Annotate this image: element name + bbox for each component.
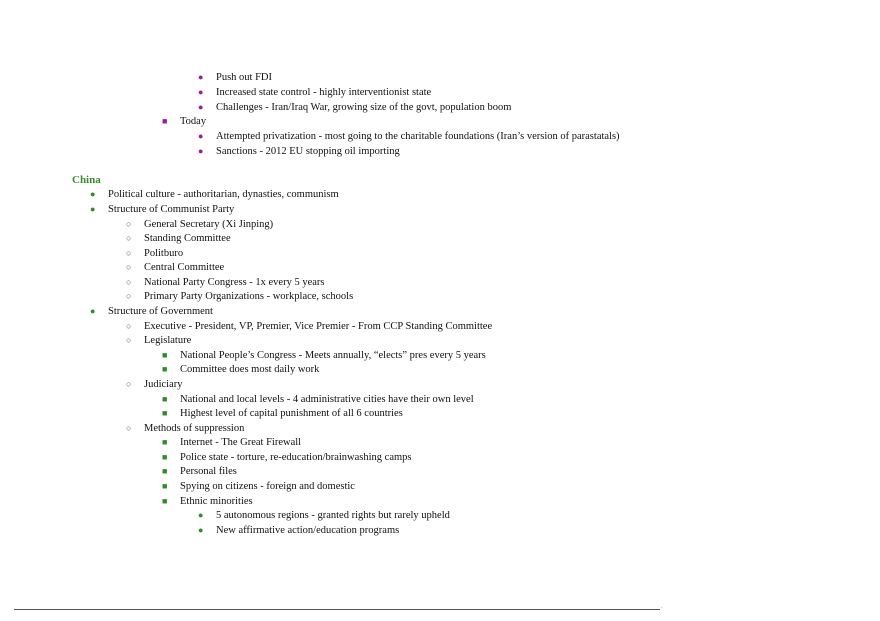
footer-dot: . [661, 604, 663, 610]
list-item: Judiciary [144, 379, 183, 390]
bullet-circle: ○ [126, 262, 132, 272]
list-item: Central Committee [144, 262, 225, 273]
list-item: National and local levels - 4 administrative cities have their own level [180, 394, 474, 405]
list-item: Committee does most daily work [180, 364, 320, 375]
list-item: Attempted privatization - most going to the charitable foundations (Iran’s version of parastatals) [216, 131, 620, 142]
list-item: General Secretary (Xi Jinping) [144, 219, 274, 230]
bullet-dot: ● [198, 131, 204, 141]
bullet-square: ■ [162, 437, 168, 447]
bullet-square: ■ [162, 481, 168, 491]
bullet-square: ■ [162, 466, 168, 476]
list-item: Police state - torture, re-education/brainwashing camps [180, 452, 412, 463]
list-item: Spying on citizens - foreign and domestic [180, 481, 355, 492]
bullet-circle: ○ [126, 335, 132, 345]
bullet-dot: ● [198, 72, 204, 82]
bullet-circle: ○ [126, 233, 132, 243]
bullet-square: ■ [162, 408, 168, 418]
bullet-circle: ○ [126, 321, 132, 331]
bullet-square: ■ [162, 496, 168, 506]
page-footer-rule [14, 609, 660, 610]
bullet-square: ■ [162, 116, 168, 126]
list-item: Personal files [180, 466, 237, 477]
list-item-today: Today [180, 116, 207, 127]
list-item: Legislature [144, 335, 192, 346]
bullet-circle: ○ [126, 423, 132, 433]
bullet-square: ■ [162, 452, 168, 462]
bullet-dot: ● [90, 204, 96, 214]
list-item: Executive - President, VP, Premier, Vice Premier - From CCP Standing Committee [144, 321, 493, 332]
list-item: Ethnic minorities [180, 496, 253, 507]
bullet-square: ■ [162, 394, 168, 404]
list-item: Increased state control - highly interventionist state [216, 87, 432, 98]
bullet-dot: ● [90, 306, 96, 316]
bullet-square: ■ [162, 350, 168, 360]
bullet-dot: ● [198, 525, 204, 535]
list-item: National Party Congress - 1x every 5 years [144, 277, 325, 288]
bullet-square: ■ [162, 364, 168, 374]
bullet-circle: ○ [126, 379, 132, 389]
list-item: Structure of Government [108, 306, 213, 317]
bullet-circle: ○ [126, 291, 132, 301]
list-item: Structure of Communist Party [108, 204, 235, 215]
list-item: Primary Party Organizations - workplace, schools [144, 291, 354, 302]
bullet-dot: ● [198, 146, 204, 156]
list-item: Standing Committee [144, 233, 231, 244]
list-item: New affirmative action/education programs [216, 525, 400, 536]
list-item: Methods of suppression [144, 423, 245, 434]
list-item: Challenges - Iran/Iraq War, growing size of the govt, population boom [216, 102, 512, 113]
list-item: Internet - The Great Firewall [180, 437, 302, 448]
bullet-circle: ○ [126, 248, 132, 258]
bullet-circle: ○ [126, 277, 132, 287]
section-heading-china: China [72, 174, 101, 186]
list-item: 5 autonomous regions - granted rights but rarely upheld [216, 510, 450, 521]
list-item: National People’s Congress - Meets annually, “elects” pres every 5 years [180, 350, 486, 361]
list-item: Politburo [144, 248, 184, 259]
list-item: Sanctions - 2012 EU stopping oil importing [216, 146, 400, 157]
list-item: Highest level of capital punishment of all 6 countries [180, 408, 403, 419]
list-item: Push out FDI [216, 72, 273, 83]
list-item: Political culture - authoritarian, dynasties, communism [108, 189, 339, 200]
bullet-circle: ○ [126, 219, 132, 229]
bullet-dot: ● [90, 189, 96, 199]
bullet-dot: ● [198, 510, 204, 520]
bullet-dot: ● [198, 102, 204, 112]
bullet-dot: ● [198, 87, 204, 97]
